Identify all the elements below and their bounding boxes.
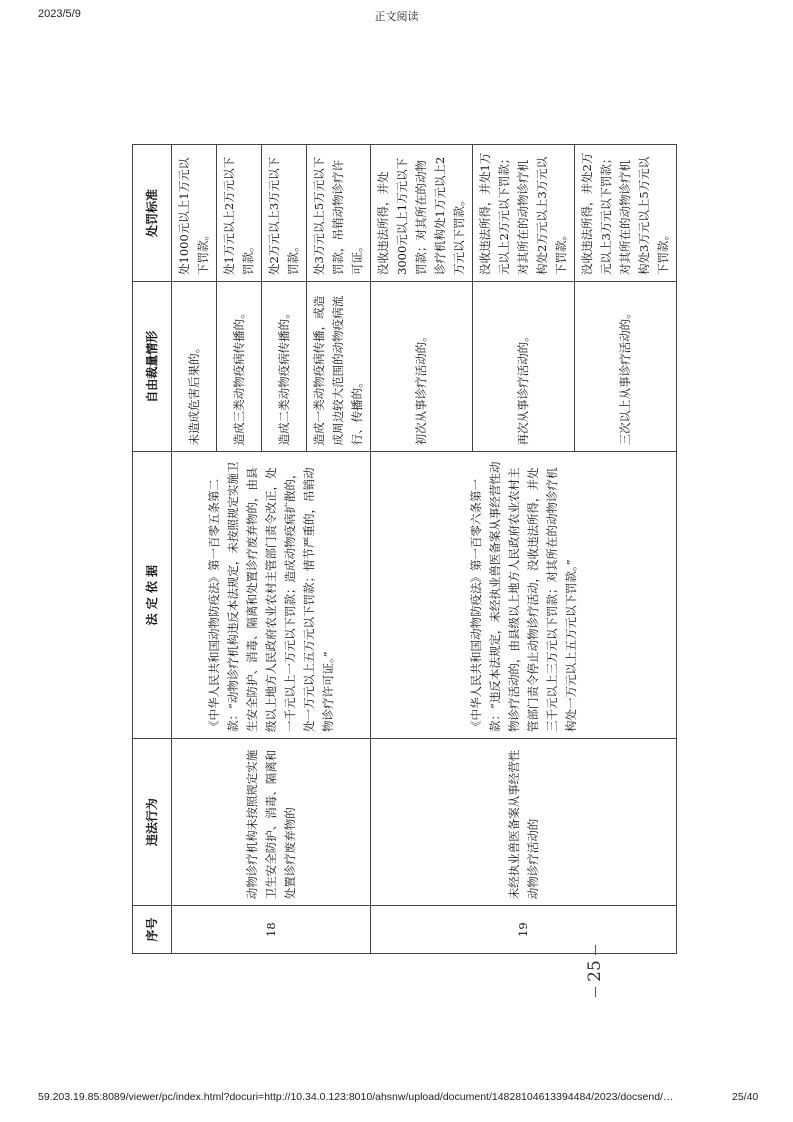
act-cell: 动物诊疗机构未按照规定实施卫生安全防护、消毒、隔离和处置诊疗废弃物的 — [172, 739, 371, 906]
basis-cell: 《中华人民共和国动物防疫法》第一百零五条第二款：“动物诊疗机构违反本法规定，未按照规定实施卫生安全防护、消毒、隔离和处置诊疗废弃物的，由县级以上地方人民政府农业农村主管部门责令改正，处一千元以上一万元以下罚款；造成动物疫病扩散的，处一万元以上五万元以下罚款；情节严重的，吊销动物诊疗许可证。” — [172, 452, 371, 739]
table-header-row — [133, 145, 172, 954]
header-circumstance: 自由裁量情形 — [133, 282, 172, 452]
penalty-table — [132, 144, 677, 954]
penalty-table-rotated — [132, 144, 670, 954]
penalty-cell: 没收违法所得，并处2万元以上3万元以下罚款；对其所在的动物诊疗机构处3万元以上5万元以下罚款。 — [575, 145, 677, 282]
penalty-cell: 处3万元以上5万元以下罚款，吊销动物诊疗许可证。 — [307, 145, 371, 282]
page-number-marker — [564, 958, 626, 984]
circumstance-cell: 初次从事诊疗活动的。 — [371, 282, 473, 452]
seq-cell: 18 — [172, 906, 371, 954]
page-number-dash — [595, 987, 596, 997]
seq-cell: 19 — [371, 906, 677, 954]
header-basis: 法 定 依 据 — [133, 452, 172, 739]
header-act: 违法行为 — [133, 739, 172, 906]
penalty-cell: 处1万元以上2万元以下罚款。 — [217, 145, 262, 282]
footer-url[interactable]: 59.203.19.85:8089/viewer/pc/index.html?docuri=http://10.34.0.123:8010/ahsnw/upload/document/14828104613394484/2023/docsend/… — [38, 1091, 674, 1103]
circumstance-cell: 再次从事诊疗活动的。 — [473, 282, 575, 452]
circumstance-cell: 造成三类动物疫病传播的。 — [217, 282, 262, 452]
circumstance-cell: 造成一类动物疫病传播，或造成周边较大范围的动物疫病流行、传播的。 — [307, 282, 371, 452]
header-title: 正文阅读 — [374, 11, 419, 23]
table-row — [172, 145, 217, 954]
act-cell: 未经执业兽医备案从事经营性动物诊疗活动的 — [371, 739, 677, 906]
header-seq: 序号 — [133, 906, 172, 954]
penalty-cell: 没收违法所得，并处3000元以上1万元以下罚款；对其所在的动物诊疗机构处1万元以上2万元以下罚款。 — [371, 145, 473, 282]
page-number: 25 — [585, 960, 605, 982]
penalty-cell: 没收违法所得，并处1万元以上2万元以下罚款；对其所在的动物诊疗机构处2万元以上3万元以下罚款。 — [473, 145, 575, 282]
basis-cell: 《中华人民共和国动物防疫法》第一百零六条第一款：“违反本法规定，未经执业兽医备案从事经营性动物诊疗活动的，由县级以上地方人民政府农业农村主管部门责令停止动物诊疗活动，没收违法所得，并处三千元以上三万元以下罚款；对其所在的动物诊疗机构处一万元以上五万元以下罚款。” — [371, 452, 677, 739]
header-date: 2023/5/9 — [38, 8, 81, 20]
table-row — [371, 145, 473, 954]
page-number-dash — [595, 945, 596, 955]
footer-page-count: 25/40 — [732, 1091, 759, 1103]
circumstance-cell: 未造成危害后果的。 — [172, 282, 217, 452]
circumstance-cell: 造成二类动物疫病传播的。 — [262, 282, 307, 452]
penalty-cell: 处2万元以上3万元以下罚款。 — [262, 145, 307, 282]
circumstance-cell: 三次以上从事诊疗活动的。 — [575, 282, 677, 452]
header-penalty: 处罚标准 — [133, 145, 172, 282]
penalty-cell: 处1000元以上1万元以下罚款。 — [172, 145, 217, 282]
